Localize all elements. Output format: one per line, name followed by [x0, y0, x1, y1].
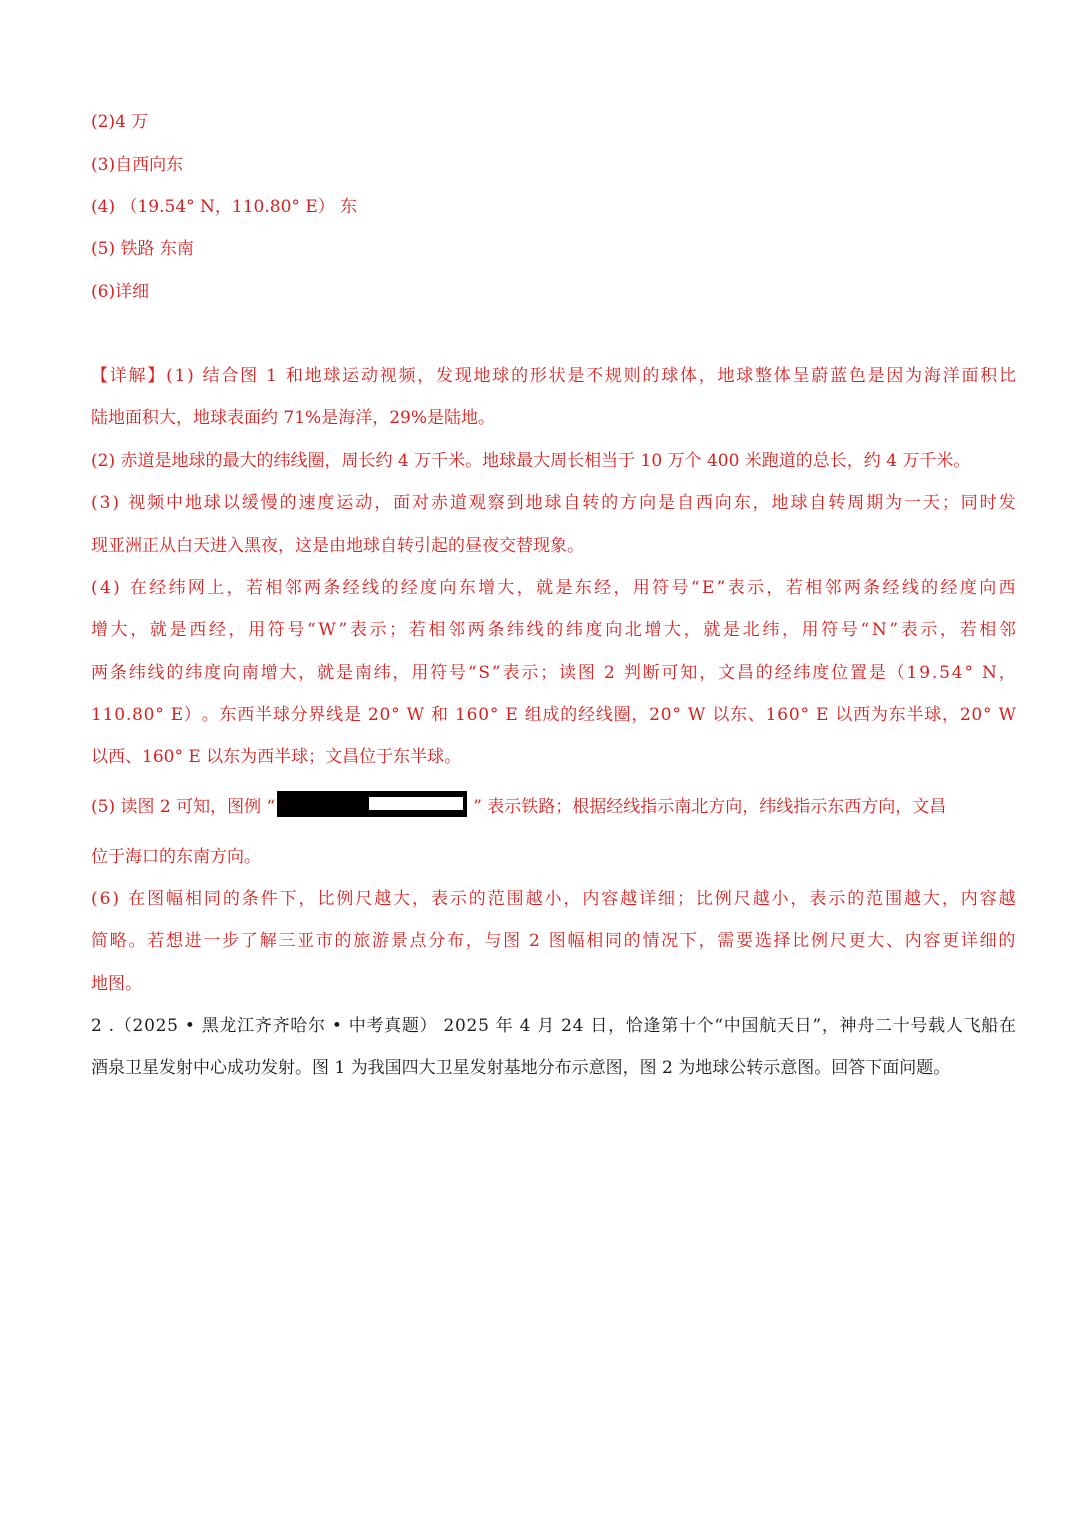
- explanation-p5-line2: 位于海口的东南方向。: [91, 847, 261, 867]
- answer-4: (4) （19.54° N，110.80° E） 东: [91, 197, 358, 217]
- explanation-p4-line5: 以西、160° E 以东为西半球；文昌位于东半球。: [91, 747, 462, 767]
- explanation-p6-line1: ( 6 ) 在 图 幅 相 同 的 条 件 下 ， 比 例 尺 越 大 ， 表 示 的 范 围 越 小 ， 内 容 越 详 细 ； 比 例 尺 越 小 ， 表 示 的 范 围 越 大 ， 内 容 越: [91, 889, 1016, 909]
- answer-3: (3)自西向东: [91, 155, 184, 175]
- explanation-p5-line1: [91, 789, 1016, 819]
- explanation-p6-line3: 地图。: [91, 974, 142, 994]
- question-2-line2: 酒泉卫星发射中心成功发射。图 1 为我国四大卫星发射基地分布示意图，图 2 为地球公转示意图。回答下面问题。: [91, 1058, 951, 1078]
- answer-2: (2)4 万: [91, 112, 149, 132]
- explanation-p3-line2: 现亚洲正从白天进入黑夜，这是由地球自转引起的昼夜交替现象。: [91, 536, 584, 556]
- explanation-p3-line1: ( 3 ) 视 频 中 地 球 以 缓 慢 的 速 度 运 动 ， 面 对 赤 道 观 察 到 地 球 自 转 的 方 向 是 自 西 向 东 ， 地 球 自 转 周 期 为 一 天 ； 同 时 发: [91, 493, 1016, 513]
- explanation-p4-line4: 1 1 0 . 8 0 ° E ） 。 东 西 半 球 分 界 线 是 2 0 ° W 和 1 6 0 ° E 组 成 的 经 线 圈 ， 2 0 ° W 以 东 、 1 6 0 ° E 以 西 为 东 半 球 ， 2 0 ° W: [91, 705, 1016, 725]
- explanation-p4-line3: 两 条 纬 线 的 纬 度 向 南 增 大 ， 就 是 南 纬 ， 用 符 号 “ S ” 表 示 ； 读 图 2 判 断 可 知 ， 文 昌 的 经 纬 度 位 置 是 （ 1 9 . 5 4 ° N ，: [91, 663, 1016, 683]
- railway-legend-symbol: [277, 791, 467, 817]
- explanation-p1-line2: 陆地面积大，地球表面约 71%是海洋，29%是陆地。: [91, 408, 495, 428]
- explanation-p5-prefix: (5) 读图 2 可知，图例 “: [91, 796, 276, 817]
- question-2-line1: 2 . （ 2 0 2 5 • 黑 龙 江 齐 齐 哈 尔 • 中 考 真 题 ） 2 0 2 5 年 4 月 2 4 日 ， 恰 逢 第 十 个 “ 中 国 航 天 日 ” ， 神 舟 二 十 号 载 人 飞 船 在: [91, 1016, 1016, 1036]
- answer-6: (6)详细: [91, 282, 150, 302]
- explanation-p4-line2: 增 大 ， 就 是 西 经 ， 用 符 号 “ W ” 表 示 ； 若 相 邻 两 条 纬 线 的 纬 度 向 北 增 大 ， 就 是 北 纬 ， 用 符 号 “ N ” 表 示 ， 若 相 邻: [91, 620, 1016, 640]
- explanation-p5-suffix: ” 表示铁路；根据经线指示南北方向，纬线指示东西方向，文昌: [473, 796, 947, 817]
- answer-5: (5) 铁路 东南: [91, 239, 194, 259]
- explanation-p4-line1: ( 4 ) 在 经 纬 网 上 ， 若 相 邻 两 条 经 线 的 经 度 向 东 增 大 ， 就 是 东 经 ， 用 符 号 “ E ” 表 示 ， 若 相 邻 两 条 经 线 的 经 度 向 西: [91, 578, 1016, 598]
- explanation-p1-line1: 【 详 解 】 ( 1 ) 结 合 图 1 和 地 球 运 动 视 频 ， 发 现 地 球 的 形 状 是 不 规 则 的 球 体 ， 地 球 整 体 呈 蔚 蓝 色 是 因 为 海 洋 面 积 比: [91, 366, 1016, 386]
- explanation-p2-line1: (2) 赤道是地球的最大的纬线圈，周长约 4 万千米。地球最大周长相当于 10 万个 400 米跑道的总长，约 4 万千米。: [91, 451, 971, 471]
- explanation-p6-line2: 简 略 。 若 想 进 一 步 了 解 三 亚 市 的 旅 游 景 点 分 布 ， 与 图 2 图 幅 相 同 的 情 况 下 ， 需 要 选 择 比 例 尺 更 大 、 内 容 更 详 细 的: [91, 931, 1016, 951]
- railway-legend-white-segment: [369, 797, 463, 810]
